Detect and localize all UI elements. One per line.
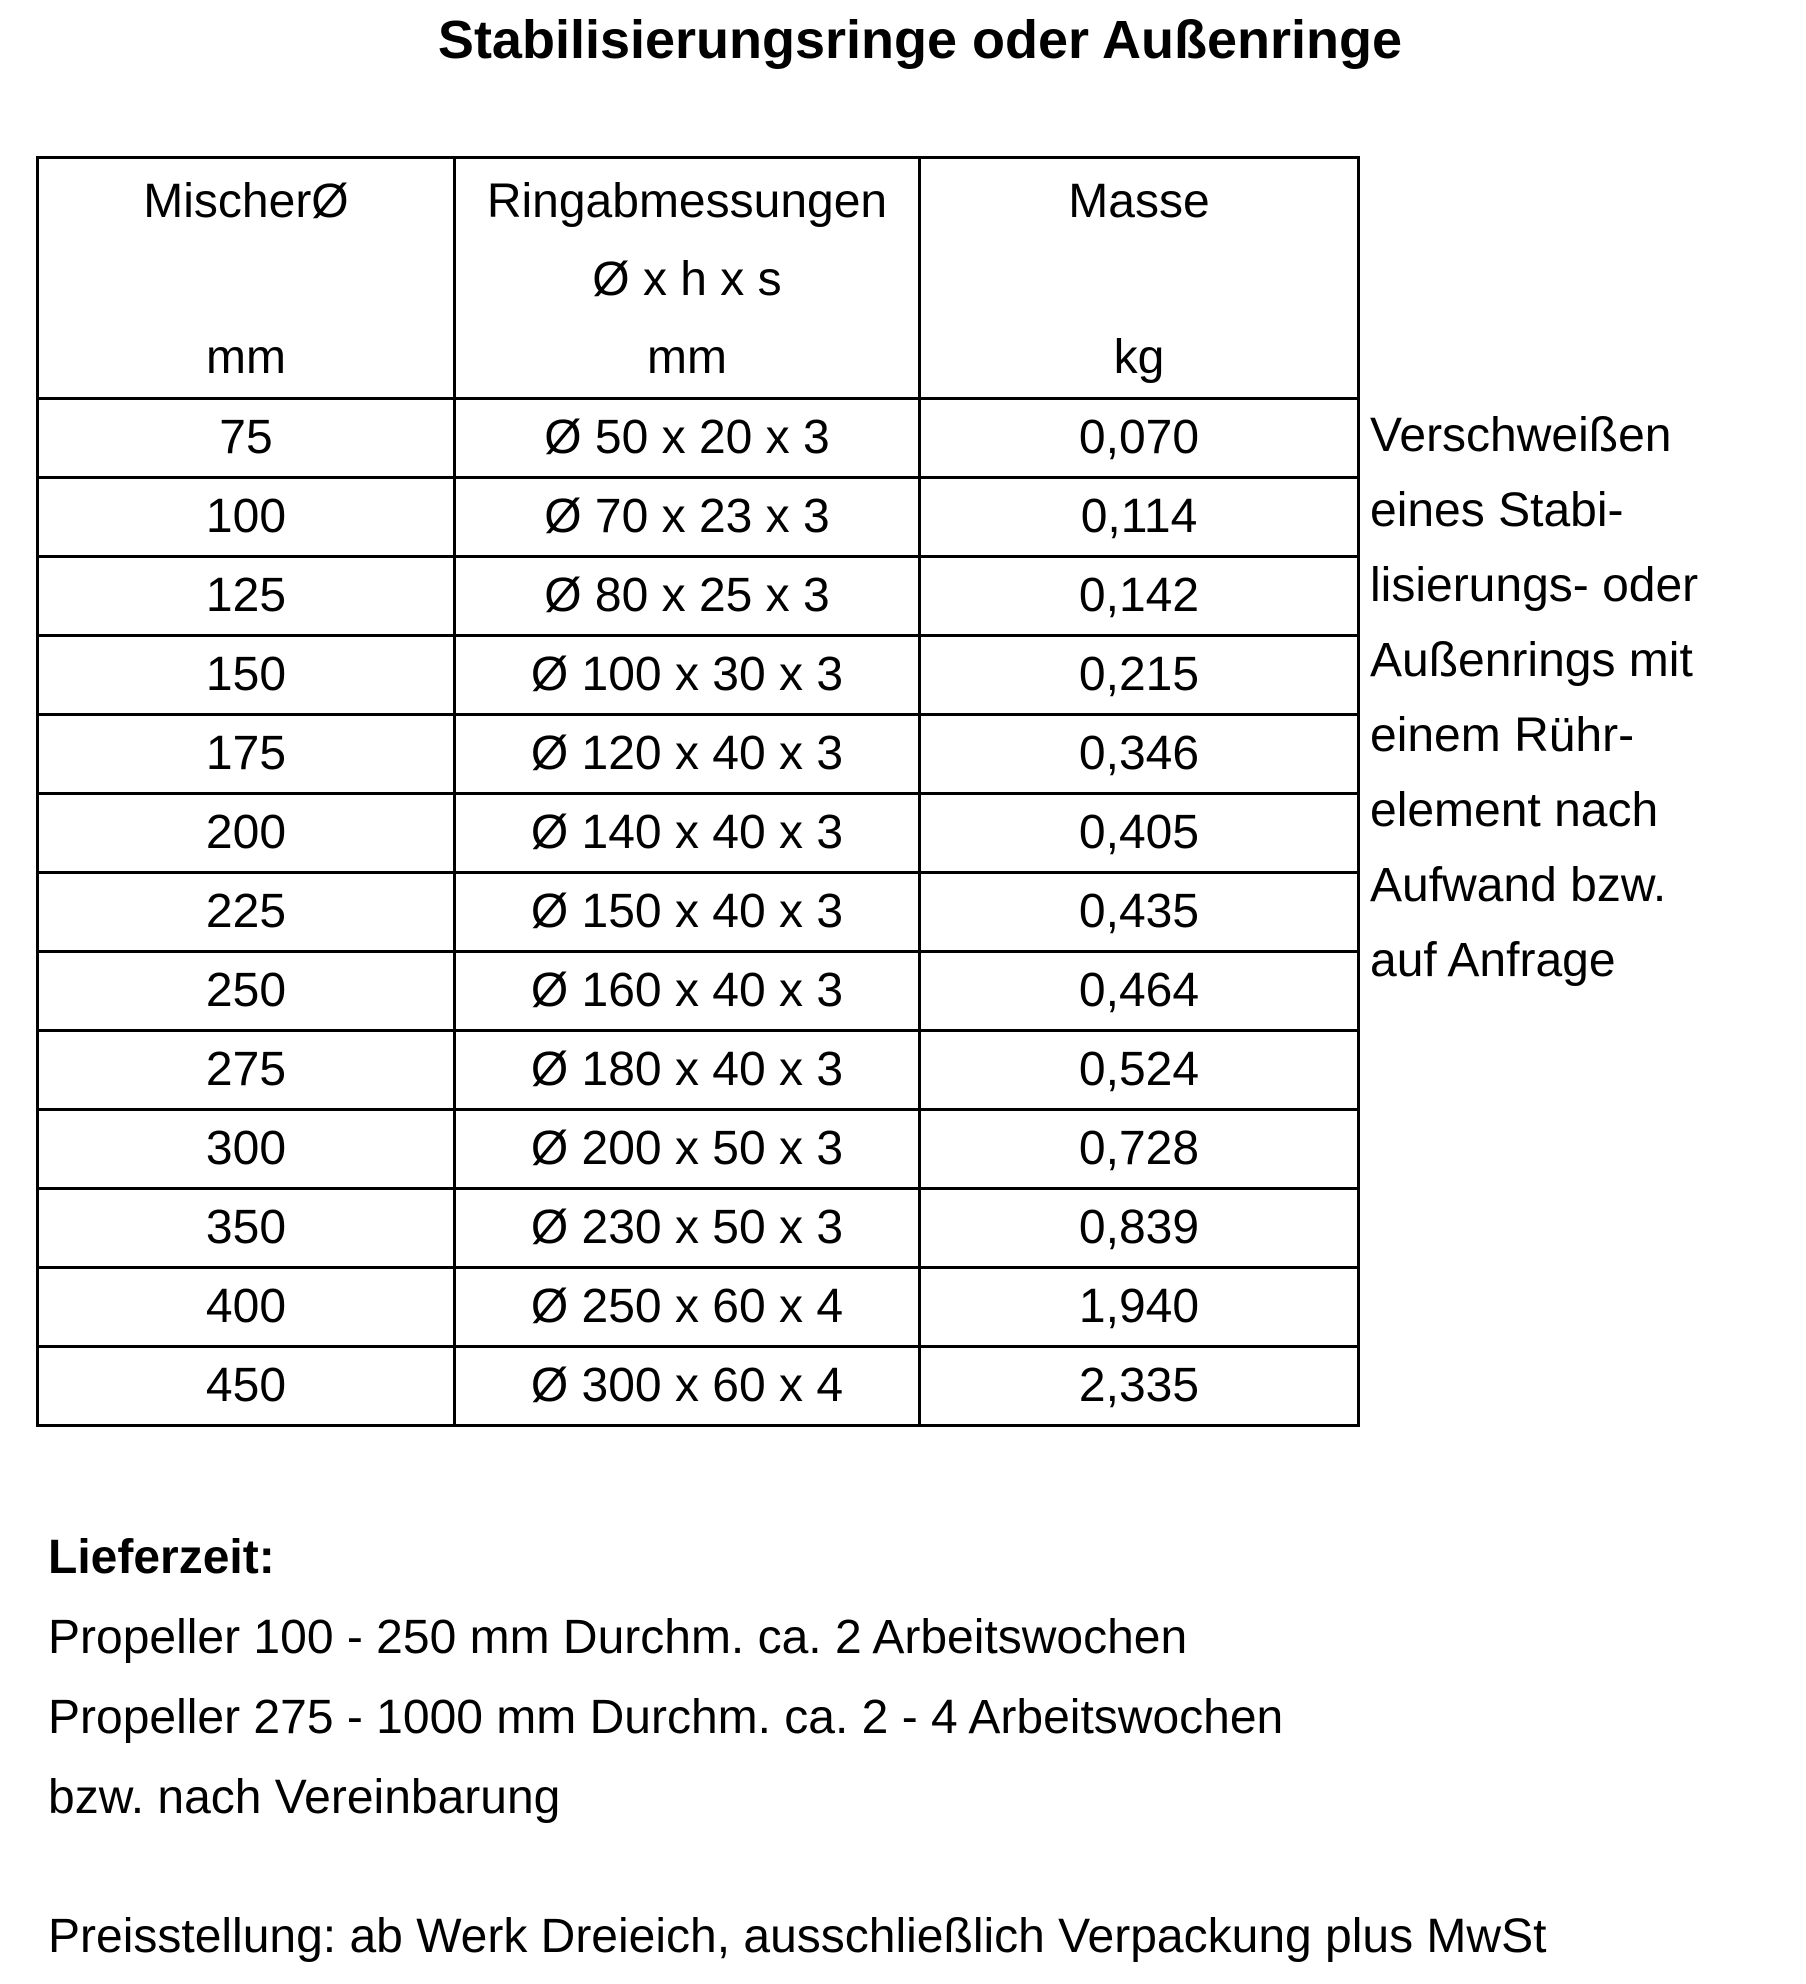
cell-mixer-diameter: 200 [38,794,455,873]
cell-mixer-diameter: 150 [38,636,455,715]
table-row [38,1110,1359,1189]
table-row [38,715,1359,794]
header-ring-dimensions-label: Ringabmessungen [486,175,888,228]
cell-mixer-diameter: 225 [38,873,455,952]
header-mass-unit: kg [1113,331,1165,384]
cell-mixer-diameter: 100 [38,478,455,557]
welding-note-line: eines Stabi- [1370,484,1624,537]
cell-mixer-diameter: 300 [38,1110,455,1189]
welding-note-line: Außenrings mit [1370,634,1693,687]
cell-mass: 0,070 [919,399,1358,478]
delivery-time-label: Lieferzeit: [48,1531,275,1584]
table-header-row [38,158,1359,399]
cell-mixer-diameter: 450 [38,1347,455,1426]
delivery-time-line: bzw. nach Vereinbarung [48,1771,561,1824]
cell-ring-dimensions: Ø 80 x 25 x 3 [454,557,919,636]
header-mixer-diameter-label: MischerØ [143,175,349,228]
cell-mass: 0,524 [919,1031,1358,1110]
header-mixer-diameter [38,158,455,399]
cell-mixer-diameter: 175 [38,715,455,794]
table-row [38,1268,1359,1347]
header-mixer-diameter-unit: mm [205,331,286,384]
cell-ring-dimensions: Ø 100 x 30 x 3 [454,636,919,715]
cell-ring-dimensions: Ø 140 x 40 x 3 [454,794,919,873]
ring-dimensions-table [36,156,1360,1427]
cell-mixer-diameter: 275 [38,1031,455,1110]
cell-mass: 2,335 [919,1347,1358,1426]
cell-ring-dimensions: Ø 200 x 50 x 3 [454,1110,919,1189]
welding-note-line: Aufwand bzw. [1370,859,1667,912]
cell-ring-dimensions: Ø 250 x 60 x 4 [454,1268,919,1347]
cell-ring-dimensions: Ø 120 x 40 x 3 [454,715,919,794]
cell-ring-dimensions: Ø 230 x 50 x 3 [454,1189,919,1268]
table-row [38,478,1359,557]
cell-mixer-diameter: 75 [38,399,455,478]
header-ring-dimensions-unit: mm [646,331,727,384]
cell-mass: 0,215 [919,636,1358,715]
welding-note [1370,398,1790,998]
cell-mixer-diameter: 350 [38,1189,455,1268]
table-row [38,873,1359,952]
cell-mass: 1,940 [919,1268,1358,1347]
page-title: Stabilisierungsringe oder Außenringe [437,10,1403,70]
welding-note-line: auf Anfrage [1370,934,1616,987]
table-row [38,1189,1359,1268]
cell-mass: 0,728 [919,1110,1358,1189]
cell-mass: 0,114 [919,478,1358,557]
welding-note-line: Verschweißen [1370,409,1672,462]
welding-note-line: lisierungs- oder [1370,559,1699,612]
cell-ring-dimensions: Ø 70 x 23 x 3 [454,478,919,557]
welding-note-line: einem Rühr- [1370,709,1635,762]
cell-mixer-diameter: 125 [38,557,455,636]
delivery-time-section [48,1518,1283,1838]
cell-mass: 0,464 [919,952,1358,1031]
cell-ring-dimensions: Ø 300 x 60 x 4 [454,1347,919,1426]
cell-mixer-diameter: 250 [38,952,455,1031]
header-mass-sub [921,241,1357,319]
table-row [38,1031,1359,1110]
header-ring-dimensions-sub: Ø x h x s [592,253,782,306]
header-ring-dimensions [454,158,919,399]
header-mixer-diameter-sub [39,241,453,319]
pricing-terms: Preisstellung: ab Werk Dreieich, ausschließlich Verpackung plus MwSt [48,1910,1547,1963]
cell-ring-dimensions: Ø 180 x 40 x 3 [454,1031,919,1110]
cell-mass: 0,142 [919,557,1358,636]
cell-mass: 0,839 [919,1189,1358,1268]
table-row [38,952,1359,1031]
table-row [38,1347,1359,1426]
cell-ring-dimensions: Ø 50 x 20 x 3 [454,399,919,478]
header-mass-label: Masse [1068,175,1210,228]
delivery-time-line: Propeller 275 - 1000 mm Durchm. ca. 2 - 4 Arbeitswochen [48,1691,1284,1744]
header-mass [919,158,1358,399]
table-row [38,399,1359,478]
cell-mass: 0,346 [919,715,1358,794]
cell-mixer-diameter: 400 [38,1268,455,1347]
table-row [38,557,1359,636]
cell-ring-dimensions: Ø 150 x 40 x 3 [454,873,919,952]
welding-note-line: element nach [1370,784,1659,837]
cell-ring-dimensions: Ø 160 x 40 x 3 [454,952,919,1031]
cell-mass: 0,435 [919,873,1358,952]
table-row [38,794,1359,873]
table-row [38,636,1359,715]
delivery-time-line: Propeller 100 - 250 mm Durchm. ca. 2 Arbeitswochen [48,1611,1188,1664]
cell-mass: 0,405 [919,794,1358,873]
